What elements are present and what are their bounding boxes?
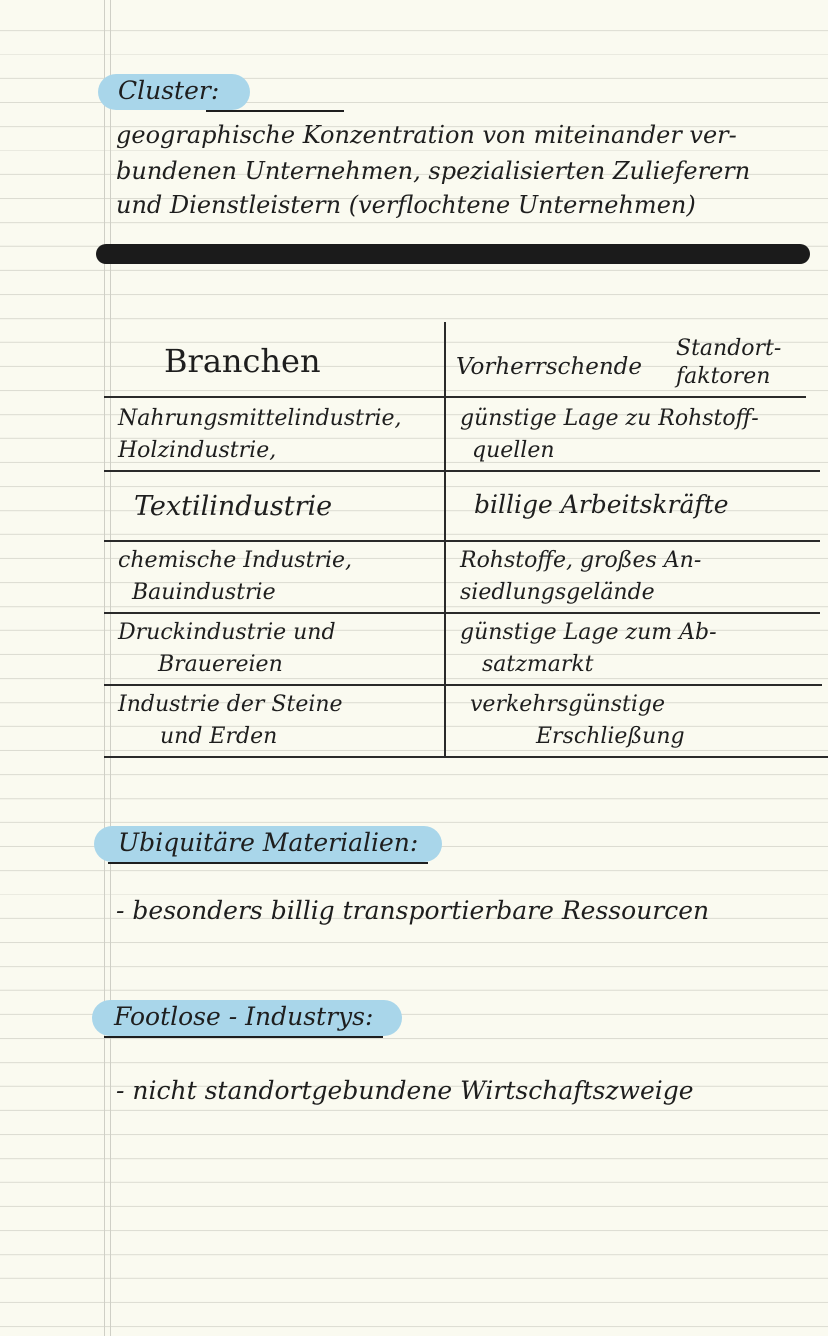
table-cell: chemische Industrie, — [118, 548, 353, 573]
footloose-heading — [92, 1000, 383, 1038]
table-cell: billige Arbeitskräfte — [474, 490, 729, 519]
section-divider — [96, 244, 810, 264]
table-cell: Druckindustrie und — [118, 620, 336, 645]
table-rule — [104, 540, 820, 542]
table-rule — [104, 756, 828, 758]
table-cell: Erschließung — [536, 724, 685, 749]
table-cell: Industrie der Steine — [118, 692, 343, 717]
definition-line-1: geographische Konzentration von miteinander ver- — [116, 121, 737, 149]
table-header-faktoren: faktoren — [676, 364, 771, 389]
footloose-heading-text: Footlose - Industrys: — [104, 1000, 383, 1038]
table-cell: Textilindustrie — [134, 491, 333, 522]
table-cell: Holzindustrie, — [118, 438, 277, 463]
definition-line-2: bundenen Unternehmen, spezialisierten Zulieferern — [116, 157, 751, 185]
table-cell: satzmarkt — [482, 652, 594, 677]
table-cell: und Erden — [160, 724, 278, 749]
table-cell: Bauindustrie — [132, 580, 276, 605]
footloose-bullet: - nicht standortgebundene Wirtschaftszweige — [116, 1076, 694, 1105]
table-rule — [104, 470, 820, 472]
table-cell: Brauereien — [158, 652, 283, 677]
table-cell: günstige Lage zu Rohstoff- — [460, 406, 759, 431]
table-header-standort: Standort- — [676, 336, 782, 361]
table-cell: Nahrungsmittelindustrie, — [118, 406, 402, 431]
table-header-vorherrschende: Vorherrschende — [456, 354, 643, 380]
cluster-heading — [98, 74, 229, 110]
cluster-heading-text: Cluster: — [118, 76, 220, 105]
table-rule — [104, 396, 806, 398]
margin-line — [110, 0, 111, 1336]
table-rule — [104, 684, 822, 686]
ubiquitaere-heading-text: Ubiquitäre Materialien: — [108, 826, 428, 864]
table-cell: siedlungsgelände — [460, 580, 655, 605]
ubiquitaere-bullet: - besonders billig transportierbare Ressourcen — [116, 896, 710, 925]
definition-line-3: und Dienstleistern (verflochtene Unternehmen) — [116, 191, 696, 219]
ubiquitaere-heading — [94, 826, 428, 864]
table-rule — [104, 612, 820, 614]
table-cell: quellen — [472, 438, 555, 463]
heading-underline — [206, 110, 344, 112]
table-cell: verkehrsgünstige — [470, 692, 665, 717]
table-header-branchen: Branchen — [164, 342, 321, 380]
table-cell: Rohstoffe, großes An- — [460, 548, 702, 573]
table-cell: günstige Lage zum Ab- — [460, 620, 717, 645]
margin-line — [104, 0, 105, 1336]
